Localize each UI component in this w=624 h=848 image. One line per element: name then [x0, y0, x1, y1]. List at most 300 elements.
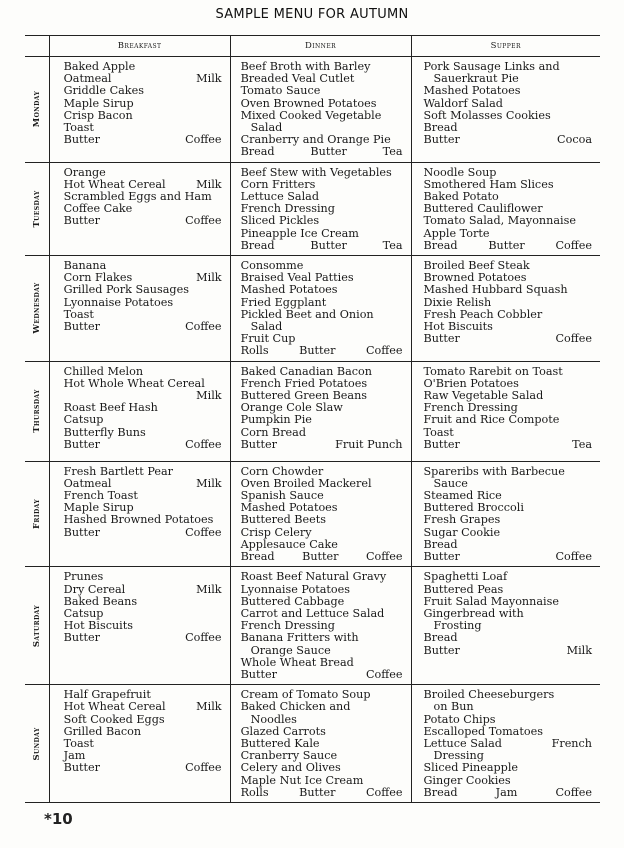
- menu-item-text: Milk: [196, 582, 222, 596]
- menu-item-text: Baked Beans: [63, 594, 138, 608]
- menu-item: [241, 85, 403, 97]
- header-day: [25, 36, 49, 57]
- menu-item-text: Milk: [566, 643, 592, 657]
- menu-item-text: Coffee Cake: [63, 202, 133, 216]
- menu-item-text: Coffee: [555, 332, 592, 346]
- menu-item-text: Fresh Bartlett Pear: [63, 464, 174, 478]
- menu-item-text: Orange: [63, 165, 106, 179]
- menu-item-text: Sliced Pickles: [240, 214, 320, 228]
- menu-item-text: Coffee: [185, 761, 222, 775]
- menu-item-text: Butter: [423, 332, 460, 346]
- day-row-friday: [25, 461, 600, 567]
- menu-item-text: Coffee: [185, 320, 222, 334]
- menu-item: [424, 439, 593, 451]
- menu-item-text: Baked Chicken and: [240, 700, 351, 714]
- menu-item-text: Gingerbread with: [423, 606, 524, 620]
- menu-item-text: Butter: [423, 643, 460, 657]
- menu-item: [424, 333, 593, 345]
- menu-item-text: Buttered Broccoli: [423, 501, 524, 515]
- menu-item-text: Potato Chips: [423, 712, 496, 726]
- menu-item-text: French Toast: [63, 489, 138, 503]
- menu-item-text: French: [551, 736, 592, 750]
- menu-item-text: Buttered Cauliflower: [423, 202, 543, 216]
- menu-item-text: Butter: [423, 133, 460, 147]
- menu-item-text: Sliced Pineapple: [423, 761, 519, 775]
- day-label: Monday: [31, 91, 42, 128]
- menu-item: [424, 762, 593, 774]
- menu-item: [241, 775, 403, 787]
- menu-item-text: Coffee: [365, 344, 403, 358]
- menu-item-text: Lyonnaise Potatoes: [240, 582, 350, 596]
- header-dinner: Dinner: [230, 36, 411, 57]
- day-cell: [25, 685, 49, 803]
- menu-item-text: Crisp Celery: [240, 525, 312, 539]
- menu-item-text: Salad: [250, 320, 283, 334]
- menu-item: [241, 284, 403, 296]
- menu-item: [424, 701, 593, 713]
- menu-item: [241, 571, 403, 583]
- dinner-cell: [230, 567, 411, 685]
- menu-item-text: Jam: [495, 785, 518, 799]
- day-label: Thursday: [31, 389, 42, 433]
- menu-item: [241, 215, 403, 227]
- menu-item-text: Toast: [63, 736, 94, 750]
- menu-item-text: Half Grapefruit: [63, 688, 151, 702]
- day-cell: [25, 256, 49, 362]
- menu-item-text: Corn Fritters: [240, 177, 316, 191]
- menu-item: [64, 701, 222, 713]
- menu-item-text: Pumpkin Pie: [240, 413, 312, 427]
- menu-item-text: Coffee: [185, 437, 222, 451]
- menu-item: [424, 240, 593, 252]
- menu-item-text: Hot Biscuits: [63, 619, 133, 633]
- menu-item: [424, 514, 593, 526]
- menu-item-text: Butter: [423, 550, 460, 564]
- menu-item-text: Apple Torte: [423, 226, 490, 240]
- menu-table: [25, 35, 600, 803]
- menu-item-text: Roast Beef Natural Gravy: [240, 570, 387, 584]
- menu-item: [241, 514, 403, 526]
- menu-item-text: Butter: [310, 238, 347, 252]
- menu-item-text: Butter: [63, 133, 101, 147]
- menu-item-text: Grilled Bacon: [63, 724, 142, 738]
- menu-item-text: Broiled Beef Steak: [423, 259, 530, 273]
- menu-item: [64, 284, 222, 296]
- menu-item: [64, 414, 222, 426]
- menu-item-text: Tea: [382, 238, 403, 252]
- menu-item-text: Butter: [63, 320, 101, 334]
- menu-item-text: Salad: [250, 121, 283, 135]
- menu-item-text: Hot Biscuits: [423, 320, 493, 334]
- menu-item: [241, 98, 403, 110]
- menu-item: [424, 645, 593, 657]
- menu-item-text: Banana Fritters with: [240, 631, 359, 645]
- menu-item-text: French Dressing: [423, 401, 518, 415]
- supper-cell: [411, 57, 600, 163]
- menu-item-text: Soft Cooked Eggs: [63, 712, 165, 726]
- menu-item-text: Corn Flakes: [63, 271, 133, 285]
- day-label: Friday: [31, 498, 42, 530]
- menu-item-text: Rolls: [240, 785, 269, 799]
- menu-item: [241, 167, 403, 179]
- menu-item-text: Milk: [196, 72, 222, 86]
- menu-item-text: Cranberry and Orange Pie: [240, 133, 391, 147]
- menu-item-text: Coffee: [365, 550, 403, 564]
- day-row-thursday: [25, 361, 600, 461]
- menu-item: [424, 787, 593, 799]
- menu-item-text: Fruit Salad Mayonnaise: [423, 594, 559, 608]
- day-label: Sunday: [31, 726, 42, 761]
- menu-item-text: Hashed Browned Potatoes: [63, 513, 214, 527]
- menu-item: [424, 228, 593, 240]
- menu-item: [424, 714, 593, 726]
- menu-item-text: Butter: [63, 437, 101, 451]
- menu-item-text: Coffee: [366, 667, 403, 681]
- menu-item-text: Coffee: [185, 525, 222, 539]
- menu-item-text: Whole Wheat Bread: [240, 655, 354, 669]
- menu-item-text: Milk: [196, 389, 222, 403]
- menu-item-text: Coffee: [555, 238, 592, 252]
- menu-item-text: Maple Sirup: [63, 501, 134, 515]
- menu-item-text: Buttered Peas: [423, 582, 504, 596]
- menu-item-text: Baked Apple: [63, 60, 136, 73]
- day-row-wednesday: [25, 256, 600, 362]
- menu-item: [241, 345, 403, 357]
- menu-item-text: Sauce: [433, 476, 468, 490]
- menu-item: [241, 669, 403, 681]
- menu-item: [64, 85, 222, 97]
- menu-item: [64, 514, 222, 526]
- day-cell: [25, 567, 49, 685]
- menu-item: [424, 85, 593, 97]
- menu-item-text: Lettuce Salad: [240, 190, 319, 204]
- menu-item-text: Fresh Peach Cobbler: [423, 307, 543, 321]
- menu-item-text: Milk: [196, 700, 222, 714]
- menu-item-text: Butter: [299, 785, 336, 799]
- menu-item-text: O'Brien Potatoes: [423, 376, 519, 390]
- menu-item-text: Milk: [196, 271, 222, 285]
- menu-item-text: Noodle Soup: [423, 165, 497, 179]
- menu-item-text: Fried Eggplant: [240, 295, 327, 309]
- menu-item: [64, 571, 222, 583]
- menu-item-text: Butter: [63, 214, 101, 228]
- menu-item-text: Butter: [240, 437, 277, 451]
- menu-item-text: Corn Chowder: [240, 464, 324, 478]
- breakfast-cell: [49, 256, 230, 362]
- menu-item-text: Mixed Cooked Vegetable: [240, 108, 382, 122]
- breakfast-cell: [49, 361, 230, 461]
- menu-item: [64, 738, 222, 750]
- menu-item-text: Orange Sauce: [250, 643, 331, 657]
- menu-item-text: Baked Potato: [423, 190, 499, 204]
- menu-item-text: Tomato Rarebit on Toast: [423, 364, 563, 378]
- menu-item-text: Butter: [63, 631, 101, 645]
- supper-cell: [411, 162, 600, 255]
- menu-item-text: Sauerkraut Pie: [433, 72, 519, 86]
- menu-item: [424, 215, 593, 227]
- menu-item-text: Celery and Olives: [240, 761, 341, 775]
- menu-item-text: Dressing: [433, 749, 484, 763]
- menu-item-text: Mashed Potatoes: [240, 283, 338, 297]
- menu-item: [424, 167, 593, 179]
- menu-item: [64, 439, 222, 451]
- menu-item-text: Chilled Melon: [63, 364, 144, 378]
- menu-item-text: Pork Sausage Links and: [423, 60, 560, 73]
- day-cell: [25, 361, 49, 461]
- menu-item-text: Buttered Kale: [240, 736, 320, 750]
- menu-item: [241, 632, 403, 644]
- menu-item-text: Pickled Beet and Onion: [240, 307, 374, 321]
- menu-item-text: French Dressing: [240, 202, 335, 216]
- menu-item-text: Buttered Beets: [240, 513, 326, 527]
- day-cell: [25, 57, 49, 163]
- menu-item-text: Glazed Carrots: [240, 724, 326, 738]
- menu-item-text: Hot Wheat Cereal: [63, 177, 166, 191]
- menu-item-text: Coffee: [555, 550, 592, 564]
- dinner-cell: [230, 361, 411, 461]
- menu-item-text: Lyonnaise Potatoes: [63, 295, 174, 309]
- menu-item-text: Maple Nut Ice Cream: [240, 773, 364, 787]
- dinner-cell: [230, 461, 411, 567]
- menu-item-text: Milk: [196, 476, 222, 490]
- menu-item-text: Bread: [240, 238, 275, 252]
- menu-item-text: Browned Potatoes: [423, 271, 527, 285]
- menu-item-text: Frosting: [433, 619, 482, 633]
- menu-item-text: Bread: [423, 238, 458, 252]
- menu-item-text: Butter: [488, 238, 525, 252]
- menu-item: [424, 98, 593, 110]
- menu-item-text: Mashed Potatoes: [240, 501, 338, 515]
- menu-item-text: Toast: [423, 425, 454, 439]
- menu-item-text: Braised Veal Patties: [240, 271, 354, 285]
- menu-item-text: Bread: [240, 550, 275, 564]
- menu-item-text: Grilled Pork Sausages: [63, 283, 189, 297]
- menu-item-text: Butter: [240, 667, 277, 681]
- menu-item-text: Butter: [63, 761, 101, 775]
- menu-item-text: Smothered Ham Slices: [423, 177, 554, 191]
- menu-item-text: Butter: [302, 550, 339, 564]
- supper-cell: [411, 361, 600, 461]
- page-number: *10: [44, 810, 73, 828]
- menu-item-text: Steamed Rice: [423, 489, 502, 503]
- menu-item-text: Jam: [63, 749, 86, 763]
- menu-item-text: Coffee: [555, 785, 592, 799]
- breakfast-cell: [49, 461, 230, 567]
- page-title: SAMPLE MENU FOR AUTUMN: [215, 7, 409, 22]
- menu-item-text: Fruit Cup: [240, 332, 296, 346]
- menu-item: [424, 551, 593, 563]
- menu-item-text: Fruit Punch: [335, 437, 403, 451]
- menu-item-text: Catsup: [63, 606, 104, 620]
- menu-item-text: Carrot and Lettuce Salad: [240, 606, 385, 620]
- breakfast-cell: [49, 162, 230, 255]
- menu-item-text: Beef Stew with Vegetables: [240, 165, 392, 179]
- menu-item: [241, 584, 403, 596]
- menu-item: [64, 762, 222, 774]
- menu-item-text: Consomme: [240, 259, 304, 273]
- menu-item: [241, 228, 403, 240]
- menu-item-text: Dixie Relish: [423, 295, 492, 309]
- day-row-saturday: [25, 567, 600, 685]
- menu-item-text: Bread: [240, 145, 275, 159]
- menu-item-text: Fresh Grapes: [423, 513, 501, 527]
- menu-item: [424, 632, 593, 644]
- menu-item-text: Baked Canadian Bacon: [240, 364, 372, 378]
- menu-item: [241, 787, 403, 799]
- menu-item-text: Bread: [423, 785, 458, 799]
- menu-item-text: Hot Whole Wheat Cereal: [63, 376, 205, 390]
- menu-item: [64, 167, 222, 179]
- dinner-cell: [230, 57, 411, 163]
- menu-item: [424, 775, 593, 787]
- menu-item-text: Orange Cole Slaw: [240, 401, 343, 415]
- menu-item-text: Griddle Cakes: [63, 84, 144, 98]
- menu-item-text: Coffee: [185, 631, 222, 645]
- menu-item-text: Breaded Veal Cutlet: [240, 72, 355, 86]
- header-breakfast: Breakfast: [49, 36, 230, 57]
- menu-item-text: Escalloped Tomatoes: [423, 724, 543, 738]
- menu-item-text: Coffee: [185, 133, 222, 147]
- menu-item-text: Oatmeal: [63, 476, 112, 490]
- header-supper: Supper: [411, 36, 600, 57]
- menu-item-text: Noodles: [250, 712, 297, 726]
- menu-item-text: Maple Sirup: [63, 96, 134, 110]
- menu-item: [424, 414, 593, 426]
- header-row: [25, 36, 600, 57]
- dinner-cell: [230, 162, 411, 255]
- menu-item: [241, 414, 403, 426]
- menu-item-text: Cranberry Sauce: [240, 749, 338, 763]
- menu-item-text: Toast: [63, 307, 94, 321]
- menu-item: [424, 584, 593, 596]
- menu-item: [64, 98, 222, 110]
- day-cell: [25, 461, 49, 567]
- menu-item-text: Buttered Green Beans: [240, 389, 368, 403]
- menu-item-text: Ginger Cookies: [423, 773, 511, 787]
- menu-item-text: Corn Bread: [240, 425, 306, 439]
- menu-item-text: Oven Browned Potatoes: [240, 96, 377, 110]
- dinner-cell: [230, 256, 411, 362]
- menu-item-text: French Fried Potatoes: [240, 376, 368, 390]
- menu-item-text: Beef Broth with Barley: [240, 60, 371, 73]
- menu-item-text: Raw Vegetable Salad: [423, 389, 544, 403]
- day-label: Tuesday: [31, 190, 42, 228]
- menu-item: [64, 632, 222, 644]
- menu-item: [241, 714, 403, 726]
- menu-item-text: Bread: [423, 121, 458, 135]
- menu-item-text: Roast Beef Hash: [63, 401, 158, 415]
- menu-item-text: Butter: [63, 525, 101, 539]
- menu-item-text: Waldorf Salad: [423, 96, 503, 110]
- menu-item-text: Cocoa: [557, 133, 592, 147]
- breakfast-cell: [49, 685, 230, 803]
- day-label: Saturday: [31, 604, 42, 647]
- menu-item-text: Tea: [572, 437, 592, 451]
- menu-item-text: Banana: [63, 259, 107, 273]
- menu-item-text: Bread: [423, 631, 458, 645]
- menu-item-text: Mashed Hubbard Squash: [423, 283, 568, 297]
- day-row-monday: [25, 57, 600, 163]
- menu-item-text: Dry Cereal: [63, 582, 126, 596]
- menu-item-text: Mashed Potatoes: [423, 84, 521, 98]
- menu-item-text: French Dressing: [240, 619, 335, 633]
- menu-item-text: Applesauce Cake: [240, 537, 338, 551]
- menu-item-text: Coffee: [185, 214, 222, 228]
- menu-item: [64, 215, 222, 227]
- menu-item: [241, 701, 403, 713]
- dinner-cell: [230, 685, 411, 803]
- menu-item: [64, 714, 222, 726]
- menu-item-text: Milk: [196, 177, 222, 191]
- menu-item-text: Oven Broiled Mackerel: [240, 476, 372, 490]
- menu-item-text: Bread: [423, 537, 458, 551]
- menu-item-text: Spareribs with Barbecue: [423, 464, 565, 478]
- menu-item: [241, 645, 403, 657]
- day-row-tuesday: [25, 162, 600, 255]
- menu-item-text: Sugar Cookie: [423, 525, 501, 539]
- menu-item-text: Butterfly Buns: [63, 425, 146, 439]
- menu-item-text: Tomato Sauce: [240, 84, 321, 98]
- menu-item-text: Pineapple Ice Cream: [240, 226, 359, 240]
- menu-item-text: Soft Molasses Cookies: [423, 108, 551, 122]
- menu-item-text: Lettuce Salad: [423, 736, 502, 750]
- menu-item-text: Spanish Sauce: [240, 489, 324, 503]
- menu-item: [64, 134, 222, 146]
- menu-item: [64, 321, 222, 333]
- menu-item-text: Cream of Tomato Soup: [240, 688, 371, 702]
- menu-item-text: Prunes: [63, 570, 104, 584]
- menu-item-text: Butter: [310, 145, 347, 159]
- supper-cell: [411, 461, 600, 567]
- menu-item: [64, 584, 222, 596]
- menu-item-text: Scrambled Eggs and Ham: [63, 190, 212, 204]
- supper-cell: [411, 256, 600, 362]
- breakfast-cell: [49, 57, 230, 163]
- menu-item: [424, 284, 593, 296]
- day-cell: [25, 162, 49, 255]
- menu-item-text: Coffee: [365, 785, 403, 799]
- menu-item-text: Rolls: [240, 344, 269, 358]
- menu-item-text: Tomato Salad, Mayonnaise: [423, 214, 576, 228]
- menu-item-text: Toast: [63, 121, 94, 135]
- menu-item: [241, 439, 403, 451]
- menu-body: [25, 57, 600, 803]
- menu-item-text: Broiled Cheeseburgers: [423, 688, 555, 702]
- menu-item-text: on Bun: [433, 700, 474, 714]
- menu-item-text: Butter: [423, 437, 460, 451]
- menu-item: [424, 134, 593, 146]
- menu-item: [64, 527, 222, 539]
- menu-item-text: Fruit and Rice Compote: [423, 413, 560, 427]
- menu-item: [424, 571, 593, 583]
- menu-item-text: Buttered Cabbage: [240, 594, 345, 608]
- day-row-sunday: [25, 685, 600, 803]
- menu-item: [241, 240, 403, 252]
- day-label: Wednesday: [31, 282, 42, 334]
- supper-cell: [411, 567, 600, 685]
- menu-item-text: Catsup: [63, 413, 104, 427]
- menu-item-text: Spaghetti Loaf: [423, 570, 508, 584]
- menu-item: [241, 762, 403, 774]
- supper-cell: [411, 685, 600, 803]
- menu-item-text: Hot Wheat Cereal: [63, 700, 166, 714]
- menu-item: [241, 551, 403, 563]
- menu-item-text: Butter: [299, 344, 336, 358]
- menu-item: [241, 146, 403, 158]
- breakfast-cell: [49, 567, 230, 685]
- menu-item-text: Crisp Bacon: [63, 108, 133, 122]
- menu-item-text: Tea: [382, 145, 403, 159]
